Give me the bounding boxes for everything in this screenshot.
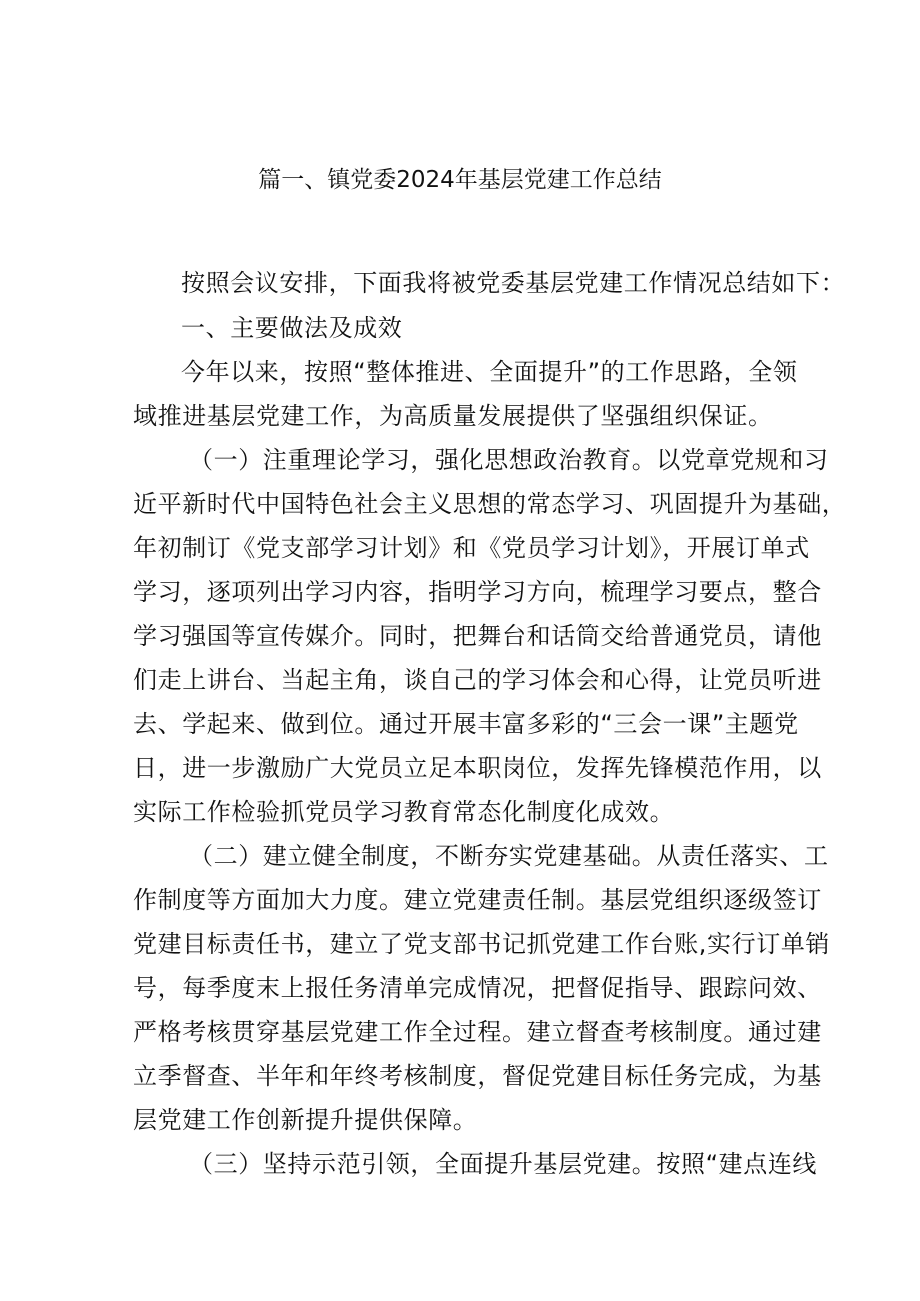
document-title: 篇一、镇党委2024年基层党建工作总结 [258,167,662,193]
paragraph-line: （三）坚持示范引领，全面提升基层党建。按照“建点连线 [189,1150,818,1178]
paragraph-line: 学习强国等宣传媒介。同时，把舞台和话筒交给普通党员，请他 [133,622,822,650]
paragraph-line: 作制度等方面加大力度。建立党建责任制。基层党组织逐级签订 [133,886,822,914]
paragraph-line: 号，每季度末上报任务清单完成情况，把督促指导、跟踪问效、 [133,974,822,1002]
paragraph-line: （二）建立健全制度，不断夯实党建基础。从责任落实、工 [189,842,829,870]
paragraph-line: 今年以来，按照“整体推进、全面提升”的工作思路，全领 [181,358,798,386]
paragraph-line: 学习，逐项列出学习内容，指明学习方向，梳理学习要点，整合 [133,578,822,606]
section-heading: 一、主要做法及成效 [181,314,403,342]
paragraph-line: 们走上讲台、当起主角，谈自己的学习体会和心得，让党员听进 [133,666,822,694]
paragraph-line: 层党建工作创新提升提供保障。 [133,1106,478,1134]
paragraph-line: 严格考核贯穿基层党建工作全过程。建立督查考核制度。通过建 [133,1018,822,1046]
paragraph-line: 年初制订《党支部学习计划》和《党员学习计划》，开展订单式 [133,534,810,562]
paragraph-line: 党建目标责任书，建立了党支部书记抓党建工作台账,实行订单销 [133,930,831,958]
paragraph-line: 去、学起来、做到位。通过开展丰富多彩的“三会一课”主题党 [133,710,799,738]
paragraph-line: 实际工作检验抓党员学习教育常态化制度化成效。 [133,798,675,826]
paragraph-line: 日，进一步激励广大党员立足本职岗位，发挥先锋模范作用，以 [133,754,822,782]
paragraph-line: 域推进基层党建工作，为高质量发展提供了坚强组织保证。 [133,402,773,430]
paragraph-line: 立季督查、半年和年终考核制度，督促党建目标任务完成，为基 [133,1062,822,1090]
paragraph-line: 按照会议安排，下面我将被党委基层党建工作情况总结如下： [181,269,846,297]
paragraph-line: （一）注重理论学习，强化思想政治教育。以党章党规和习 [189,446,829,474]
paragraph-line: 近平新时代中国特色社会主义思想的常态学习、巩固提升为基础， [133,490,847,518]
